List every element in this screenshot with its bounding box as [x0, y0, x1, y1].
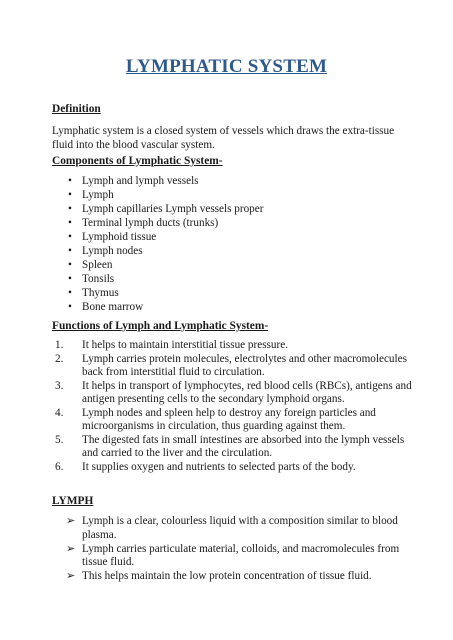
item-number: 3. [55, 379, 64, 392]
list-item [52, 434, 417, 461]
list-item: • Bone marrow [52, 300, 263, 314]
functions-list [52, 339, 417, 474]
item-number: 2. [55, 352, 64, 365]
item-text: The digested fats in small intestines are absorbed into the lymph vessels and carried to the liver and the circulation. [82, 433, 405, 459]
components-heading: Components of Lymphatic System- [52, 155, 223, 167]
list-item: • Lymph capillaries Lymph vessels proper [52, 202, 263, 216]
list-item [52, 543, 412, 570]
item-number: 1. [55, 339, 64, 351]
definition-heading: Definition [52, 103, 101, 115]
item-number: 6. [55, 460, 64, 473]
arrow-bullet-icon: ➢ [66, 541, 76, 555]
item-text: It helps to maintain interstitial tissue pressure. [82, 339, 288, 351]
list-item [52, 339, 417, 353]
definition-text: Lymphatic system is a closed system of vessels which draws the extra-tissue fluid into the blood vascular system. [52, 125, 395, 151]
list-item [52, 353, 417, 380]
components-list [52, 174, 263, 314]
lymph-heading: LYMPH [52, 495, 94, 507]
list-item [52, 461, 417, 475]
list-item: • Lymph nodes [52, 244, 263, 258]
page-title: LYMPHATIC SYSTEM [125, 56, 328, 77]
list-item: • Lymph [52, 188, 263, 202]
arrow-bullet-icon: ➢ [66, 514, 76, 527]
lymph-list [52, 515, 412, 584]
item-text: It helps in transport of lymphocytes, red blood cells (RBCs), antigens and antigen presenting cells to the secondary lymphoid organs. [82, 379, 412, 405]
list-item [52, 515, 412, 542]
functions-heading: Functions of Lymph and Lymphatic System- [52, 320, 269, 332]
list-item [52, 380, 417, 407]
list-item [52, 407, 417, 434]
item-text: Lymph carries protein molecules, electrolytes and other macromolecules back from interstitial fluid to circulation. [82, 352, 407, 378]
list-item: • Terminal lymph ducts (trunks) [52, 216, 263, 230]
item-text: Lymph is a clear, colourless liquid with a composition similar to blood plasma. [82, 515, 398, 541]
list-item: • Spleen [52, 258, 263, 272]
list-item: • Tonsils [52, 272, 263, 286]
item-text: It supplies oxygen and nutrients to selected parts of the body. [82, 460, 356, 473]
list-item [52, 570, 412, 584]
list-item: • Thymus [52, 286, 263, 300]
item-text: Lymph carries particulate material, colloids, and macromolecules from tissue fluid. [82, 542, 400, 568]
item-number: 4. [55, 406, 64, 419]
item-number: 5. [55, 433, 64, 446]
item-text: This helps maintain the low protein concentration of tissue fluid. [82, 570, 372, 582]
list-item: • Lymph and lymph vessels [52, 174, 263, 188]
list-item: • Lymphoid tissue [52, 230, 263, 244]
arrow-bullet-icon: ➢ [66, 569, 76, 582]
item-text: Lymph nodes and spleen help to destroy any foreign particles and microorganisms in circulation, thus guarding against them. [82, 406, 376, 432]
